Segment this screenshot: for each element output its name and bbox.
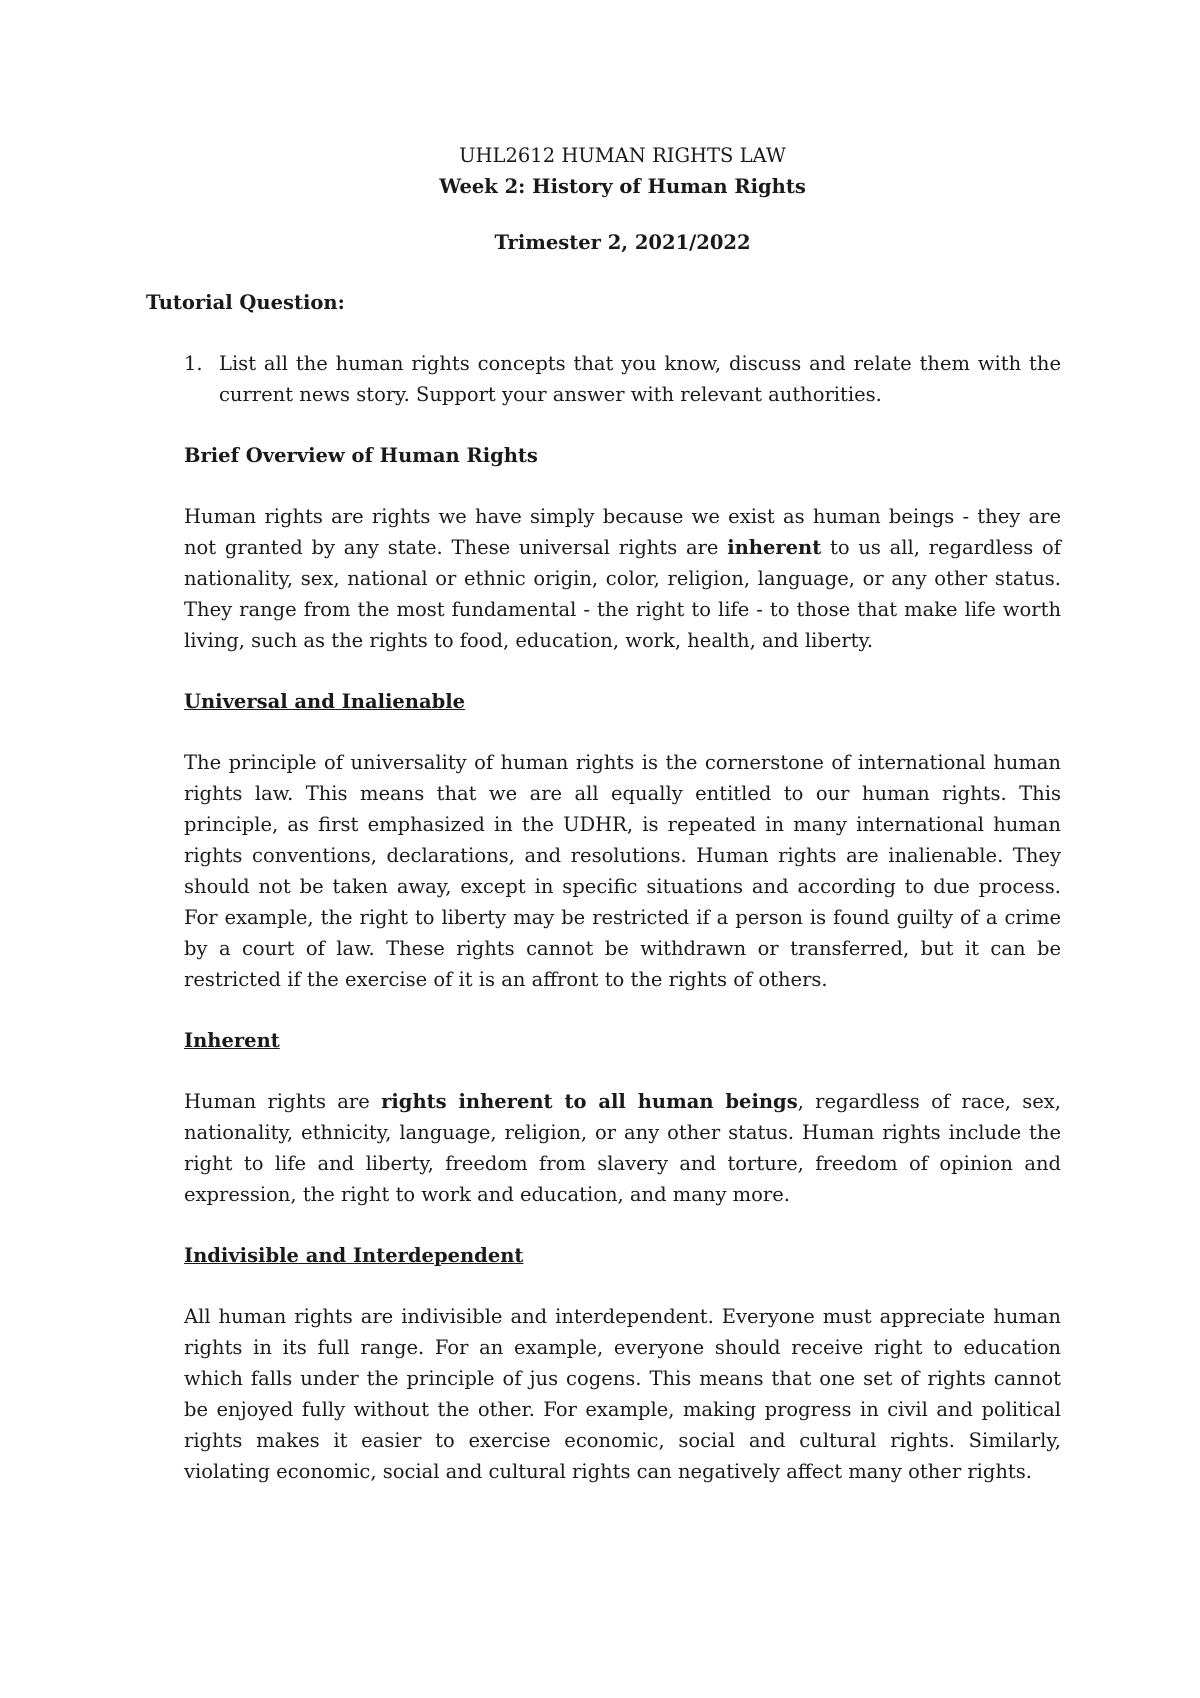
tutorial-question bbox=[184, 348, 1061, 410]
overview-heading: Brief Overview of Human Rights bbox=[184, 444, 538, 467]
indivisible-paragraph: All human rights are indivisible and interdependent. Everyone must appreciate human rights in its full range. For an example, everyone should receive right to education which falls under the principle of jus cogens. This means that one set of rights cannot be enjoyed fully without the other. For example, making progress in civil and political rights makes it easier to exercise economic, social and cultural rights. Similarly, violating economic, social and cultural rights can negatively affect many other rights. bbox=[184, 1305, 1061, 1483]
term-label: Trimester 2, 2021/2022 bbox=[494, 231, 751, 254]
week-title: Week 2: History of Human Rights bbox=[439, 175, 806, 198]
inherent-text-after: , regardless of race, sex, nationality, ethnicity, language, religion, or any other status. Human rights include the right to life and liberty, freedom from slavery and torture, freedom of opinion and expression, the right to work and education, and many more. bbox=[184, 1090, 1061, 1206]
universal-heading: Universal and Inalienable bbox=[184, 690, 466, 713]
question-text: List all the human rights concepts that you know, discuss and relate them with the current news story. Support your answer with relevant authorities. bbox=[219, 352, 1061, 406]
inherent-bold-phrase: rights inherent to all human beings bbox=[381, 1090, 798, 1113]
overview-bold-term: inherent bbox=[727, 536, 822, 559]
universal-paragraph: The principle of universality of human rights is the cornerstone of international human rights law. This means that we are all equally entitled to our human rights. This principle, as first emphasized in the UDHR, is repeated in many international human rights conventions, declarations, and resolutions. Human rights are inalienable. They should not be taken away, except in specific situations and according to due process. For example, the right to liberty may be restricted if a person is found guilty of a crime by a court of law. These rights cannot be withdrawn or transferred, but it can be restricted if the exercise of it is an affront to the rights of others. bbox=[184, 751, 1061, 991]
inherent-text-before: Human rights are bbox=[184, 1090, 382, 1113]
overview-paragraph bbox=[184, 501, 1061, 656]
overview-text-before: Human rights are rights we have simply because we exist as human beings - they are not granted by any state. These universal rights are bbox=[184, 505, 1061, 559]
course-title: UHL2612 HUMAN RIGHTS LAW bbox=[459, 144, 786, 167]
overview-text-after: to us all, regardless of nationality, sex, national or ethnic origin, color, religion, language, or any other status. They range from the most fundamental - the right to life - to those that make life worth living, such as the rights to food, education, work, health, and liberty. bbox=[184, 536, 1061, 652]
question-number: 1. bbox=[184, 352, 203, 375]
inherent-paragraph bbox=[184, 1086, 1061, 1210]
document-body bbox=[146, 140, 1061, 1487]
indivisible-heading: Indivisible and Interdependent bbox=[184, 1244, 524, 1267]
inherent-heading: Inherent bbox=[184, 1029, 280, 1052]
tutorial-question-label: Tutorial Question: bbox=[146, 291, 345, 314]
